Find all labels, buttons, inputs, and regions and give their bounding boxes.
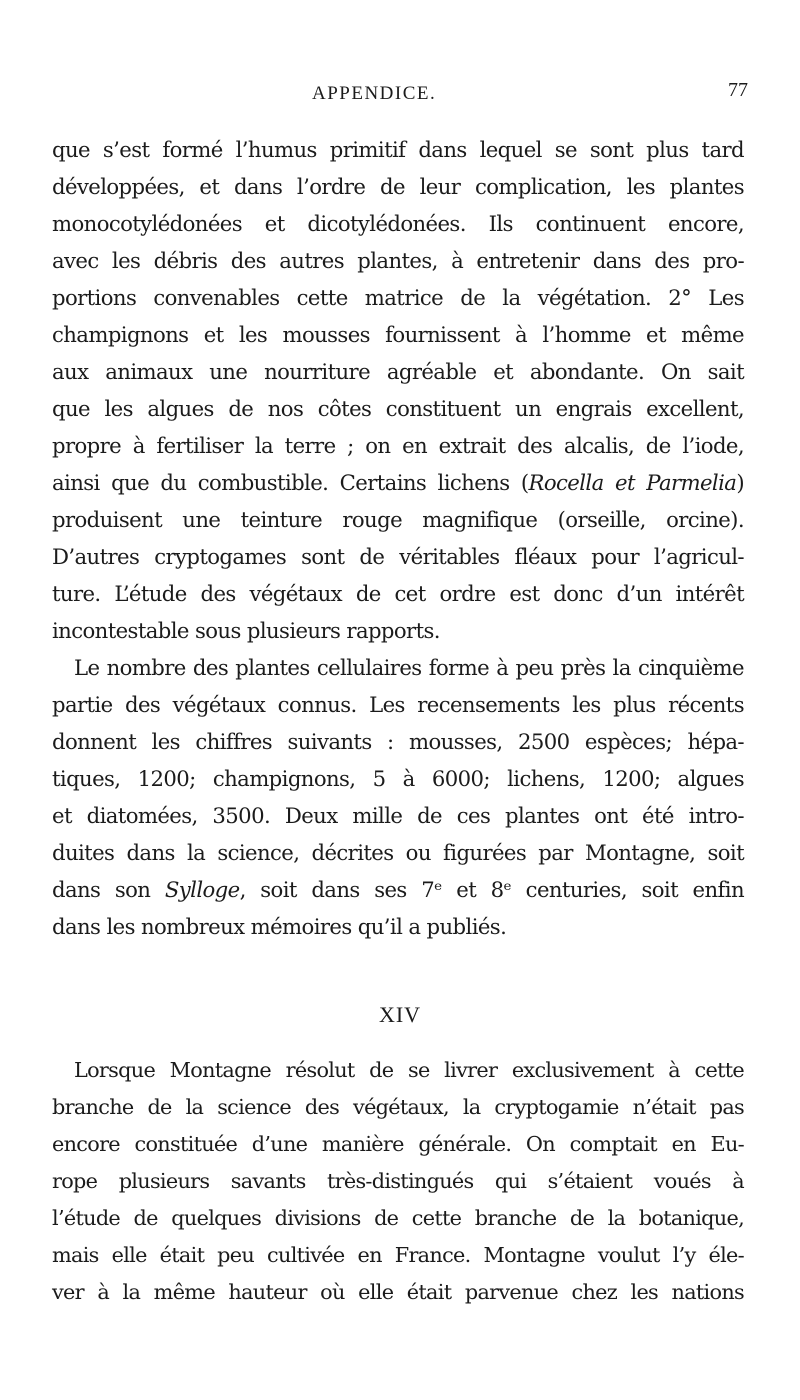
text-line: monocotylédonées et dicotylédonées. Ils continuent encore, — [52, 211, 744, 236]
section-heading: XIV — [378, 1002, 422, 1027]
text-fragment: ainsi que du combustible. Certains lichens ( — [52, 470, 529, 495]
text-line: produisent une teinture rouge magnifique (orseille, orcine). — [52, 507, 744, 532]
text-fragment: , soit dans ses 7ᵉ et 8ᵉ centuries, soit enfin — [239, 877, 745, 902]
text-line: incontestable sous plusieurs rapports. — [52, 618, 440, 643]
paragraph-2 — [52, 649, 744, 945]
text-line: duites dans la science, décrites ou figurées par Montagne, soit — [52, 840, 744, 865]
text-line: l’étude de quelques divisions de cette branche de la botanique, — [52, 1206, 744, 1230]
text-line: propre à fertiliser la terre ; on en extrait des alcalis, de l’iode, — [52, 433, 744, 458]
text-line: ture. L’étude des végétaux de cet ordre est donc d’un intérêt — [52, 581, 744, 606]
text-line: portions convenables cette matrice de la végétation. 2° Les — [52, 285, 744, 310]
text-line: dans les nombreux mémoires qu’il a publiés. — [52, 914, 507, 939]
text-fragment: dans son — [52, 877, 165, 902]
text-line: donnent les chiffres suivants : mousses, 2500 espèces; hépa- — [52, 729, 744, 754]
italic-genus-names: Rocella et Parmelia — [528, 470, 737, 495]
text-line: que s’est formé l’humus primitif dans lequel se sont plus tard — [52, 137, 744, 162]
text-line: rope plusieurs savants très-distingués qui s’étaient voués à — [52, 1169, 744, 1193]
page-number: 77 — [728, 79, 748, 101]
text-fragment: ) — [736, 470, 744, 495]
text-line: tiques, 1200; champignons, 5 à 6000; lichens, 1200; algues — [52, 766, 744, 791]
text-line: avec les débris des autres plantes, à entretenir dans des pro- — [52, 248, 744, 273]
text-line: développées, et dans l’ordre de leur complication, les plantes — [52, 174, 744, 199]
text-line: champignons et les mousses fournissent à l’homme et même — [52, 322, 744, 347]
text-line: mais elle était peu cultivée en France. Montagne voulut l’y éle- — [52, 1243, 744, 1267]
text-line — [52, 464, 744, 501]
text-line: encore constituée d’une manière générale. On comptait en Eu- — [52, 1132, 744, 1156]
paragraph-1 — [52, 131, 744, 649]
text-line — [52, 871, 744, 908]
text-line: partie des végétaux connus. Les recensements les plus récents — [52, 692, 744, 717]
text-line: Le nombre des plantes cellulaires forme à peu près la cinquième — [74, 655, 744, 680]
text-line: D’autres cryptogames sont de véritables fléaux pour l’agricul- — [52, 544, 744, 569]
text-line: branche de la science des végétaux, la cryptogamie n’était pas — [52, 1095, 744, 1119]
text-line: et diatomées, 3500. Deux mille de ces plantes ont été intro- — [52, 803, 744, 828]
running-title: APPENDICE. — [312, 83, 437, 104]
text-line: Lorsque Montagne résolut de se livrer exclusivement à cette — [74, 1058, 744, 1082]
text-line: ver à la même hauteur où elle était parvenue chez les nations — [52, 1280, 744, 1304]
text-line: que les algues de nos côtes constituent un engrais excellent, — [52, 396, 744, 421]
italic-title: Sylloge — [164, 877, 240, 902]
section-paragraph — [52, 1052, 744, 1311]
text-line: aux animaux une nourriture agréable et abondante. On sait — [52, 359, 744, 384]
running-head — [0, 79, 800, 113]
